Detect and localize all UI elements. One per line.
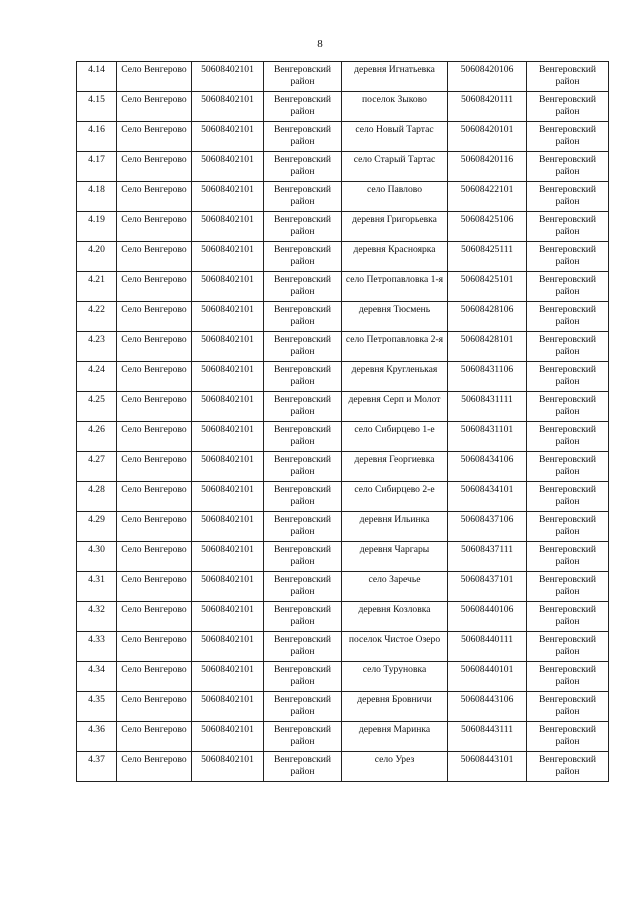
locality-district-cell: Венгеровский район	[527, 452, 609, 482]
settlement-district-cell: Венгеровский район	[264, 332, 342, 362]
locality-oktmo-cell: 50608434101	[448, 482, 527, 512]
row-number-cell: 4.37	[77, 752, 117, 782]
settlement-name-cell: Село Венгерово	[117, 662, 192, 692]
locality-oktmo-cell: 50608431111	[448, 392, 527, 422]
settlement-district-cell: Венгеровский район	[264, 152, 342, 182]
locality-district-cell: Венгеровский район	[527, 272, 609, 302]
locality-district-cell: Венгеровский район	[527, 122, 609, 152]
settlement-oktmo-cell: 50608402101	[192, 512, 264, 542]
locality-district-cell: Венгеровский район	[527, 302, 609, 332]
row-number-cell: 4.29	[77, 512, 117, 542]
locality-name-cell: деревня Бровничи	[342, 692, 448, 722]
settlement-name-cell: Село Венгерово	[117, 122, 192, 152]
settlement-oktmo-cell: 50608402101	[192, 722, 264, 752]
settlement-district-cell: Венгеровский район	[264, 92, 342, 122]
table-row	[77, 182, 609, 212]
table-row	[77, 662, 609, 692]
settlement-name-cell: Село Венгерово	[117, 332, 192, 362]
settlement-district-cell: Венгеровский район	[264, 572, 342, 602]
locality-district-cell: Венгеровский район	[527, 92, 609, 122]
locality-name-cell: деревня Козловка	[342, 602, 448, 632]
settlement-oktmo-cell: 50608402101	[192, 122, 264, 152]
locality-name-cell: деревня Красноярка	[342, 242, 448, 272]
locality-oktmo-cell: 50608437111	[448, 542, 527, 572]
settlement-name-cell: Село Венгерово	[117, 392, 192, 422]
settlement-oktmo-cell: 50608402101	[192, 332, 264, 362]
settlements-table	[76, 61, 609, 782]
table-row	[77, 332, 609, 362]
settlement-oktmo-cell: 50608402101	[192, 572, 264, 602]
row-number-cell: 4.19	[77, 212, 117, 242]
locality-name-cell: деревня Маринка	[342, 722, 448, 752]
locality-oktmo-cell: 50608420106	[448, 62, 527, 92]
row-number-cell: 4.27	[77, 452, 117, 482]
table-row	[77, 272, 609, 302]
locality-district-cell: Венгеровский район	[527, 422, 609, 452]
locality-oktmo-cell: 50608443101	[448, 752, 527, 782]
row-number-cell: 4.23	[77, 332, 117, 362]
locality-district-cell: Венгеровский район	[527, 362, 609, 392]
table-row	[77, 392, 609, 422]
locality-name-cell: деревня Георгиевка	[342, 452, 448, 482]
row-number-cell: 4.35	[77, 692, 117, 722]
settlement-name-cell: Село Венгерово	[117, 182, 192, 212]
locality-name-cell: село Старый Тартас	[342, 152, 448, 182]
locality-name-cell: село Петропавловка 1-я	[342, 272, 448, 302]
settlement-name-cell: Село Венгерово	[117, 572, 192, 602]
locality-name-cell: деревня Тюсмень	[342, 302, 448, 332]
locality-district-cell: Венгеровский район	[527, 332, 609, 362]
settlement-district-cell: Венгеровский район	[264, 722, 342, 752]
row-number-cell: 4.34	[77, 662, 117, 692]
row-number-cell: 4.31	[77, 572, 117, 602]
settlement-name-cell: Село Венгерово	[117, 362, 192, 392]
locality-name-cell: село Урез	[342, 752, 448, 782]
settlement-name-cell: Село Венгерово	[117, 602, 192, 632]
settlement-district-cell: Венгеровский район	[264, 272, 342, 302]
settlement-oktmo-cell: 50608402101	[192, 62, 264, 92]
locality-name-cell: село Сибирцево 1-е	[342, 422, 448, 452]
settlement-district-cell: Венгеровский район	[264, 122, 342, 152]
settlement-name-cell: Село Венгерово	[117, 632, 192, 662]
page-number: 8	[317, 38, 323, 50]
locality-oktmo-cell: 50608425106	[448, 212, 527, 242]
settlement-name-cell: Село Венгерово	[117, 92, 192, 122]
table-row	[77, 62, 609, 92]
settlement-name-cell: Село Венгерово	[117, 452, 192, 482]
settlement-district-cell: Венгеровский район	[264, 422, 342, 452]
locality-district-cell: Венгеровский район	[527, 62, 609, 92]
locality-name-cell: поселок Чистое Озеро	[342, 632, 448, 662]
table-row	[77, 242, 609, 272]
settlement-name-cell: Село Венгерово	[117, 242, 192, 272]
locality-oktmo-cell: 50608434106	[448, 452, 527, 482]
settlement-oktmo-cell: 50608402101	[192, 302, 264, 332]
settlement-district-cell: Венгеровский район	[264, 602, 342, 632]
settlement-oktmo-cell: 50608402101	[192, 212, 264, 242]
settlement-oktmo-cell: 50608402101	[192, 692, 264, 722]
row-number-cell: 4.30	[77, 542, 117, 572]
locality-name-cell: деревня Григорьевка	[342, 212, 448, 242]
settlement-district-cell: Венгеровский район	[264, 692, 342, 722]
settlement-district-cell: Венгеровский район	[264, 362, 342, 392]
settlement-name-cell: Село Венгерово	[117, 62, 192, 92]
settlement-oktmo-cell: 50608402101	[192, 92, 264, 122]
table-row	[77, 362, 609, 392]
row-number-cell: 4.26	[77, 422, 117, 452]
settlement-oktmo-cell: 50608402101	[192, 752, 264, 782]
settlement-district-cell: Венгеровский район	[264, 482, 342, 512]
locality-name-cell: деревня Чаргары	[342, 542, 448, 572]
locality-name-cell: село Заречье	[342, 572, 448, 602]
locality-oktmo-cell: 50608428106	[448, 302, 527, 332]
locality-district-cell: Венгеровский район	[527, 212, 609, 242]
table-row	[77, 92, 609, 122]
row-number-cell: 4.14	[77, 62, 117, 92]
settlement-district-cell: Венгеровский район	[264, 212, 342, 242]
table-row	[77, 122, 609, 152]
table-row	[77, 752, 609, 782]
settlement-oktmo-cell: 50608402101	[192, 152, 264, 182]
row-number-cell: 4.22	[77, 302, 117, 332]
table-row	[77, 632, 609, 662]
table-row	[77, 602, 609, 632]
settlement-name-cell: Село Венгерово	[117, 692, 192, 722]
settlement-oktmo-cell: 50608402101	[192, 392, 264, 422]
settlement-district-cell: Венгеровский район	[264, 512, 342, 542]
table-row	[77, 512, 609, 542]
table-row	[77, 452, 609, 482]
locality-district-cell: Венгеровский район	[527, 692, 609, 722]
settlement-oktmo-cell: 50608402101	[192, 662, 264, 692]
locality-name-cell: деревня Серп и Молот	[342, 392, 448, 422]
locality-oktmo-cell: 50608440111	[448, 632, 527, 662]
table-row	[77, 422, 609, 452]
locality-name-cell: поселок Зыково	[342, 92, 448, 122]
settlement-district-cell: Венгеровский район	[264, 662, 342, 692]
locality-oktmo-cell: 50608420116	[448, 152, 527, 182]
locality-district-cell: Венгеровский район	[527, 152, 609, 182]
locality-oktmo-cell: 50608431106	[448, 362, 527, 392]
table-row	[77, 542, 609, 572]
settlement-name-cell: Село Венгерово	[117, 482, 192, 512]
settlement-name-cell: Село Венгерово	[117, 212, 192, 242]
locality-district-cell: Венгеровский район	[527, 482, 609, 512]
locality-district-cell: Венгеровский район	[527, 512, 609, 542]
settlement-name-cell: Село Венгерово	[117, 272, 192, 302]
row-number-cell: 4.15	[77, 92, 117, 122]
settlement-oktmo-cell: 50608402101	[192, 632, 264, 662]
settlement-oktmo-cell: 50608402101	[192, 242, 264, 272]
settlement-name-cell: Село Венгерово	[117, 752, 192, 782]
settlement-district-cell: Венгеровский район	[264, 632, 342, 662]
table-row	[77, 692, 609, 722]
settlement-district-cell: Венгеровский район	[264, 752, 342, 782]
table-row	[77, 722, 609, 752]
locality-oktmo-cell: 50608425101	[448, 272, 527, 302]
row-number-cell: 4.36	[77, 722, 117, 752]
settlement-oktmo-cell: 50608402101	[192, 422, 264, 452]
locality-oktmo-cell: 50608437101	[448, 572, 527, 602]
row-number-cell: 4.21	[77, 272, 117, 302]
row-number-cell: 4.20	[77, 242, 117, 272]
locality-district-cell: Венгеровский район	[527, 542, 609, 572]
row-number-cell: 4.17	[77, 152, 117, 182]
settlement-name-cell: Село Венгерово	[117, 152, 192, 182]
settlement-name-cell: Село Венгерово	[117, 512, 192, 542]
settlement-district-cell: Венгеровский район	[264, 242, 342, 272]
locality-oktmo-cell: 50608443111	[448, 722, 527, 752]
table-row	[77, 572, 609, 602]
row-number-cell: 4.16	[77, 122, 117, 152]
locality-oktmo-cell: 50608443106	[448, 692, 527, 722]
locality-name-cell: село Новый Тартас	[342, 122, 448, 152]
settlement-district-cell: Венгеровский район	[264, 392, 342, 422]
locality-oktmo-cell: 50608440101	[448, 662, 527, 692]
settlement-name-cell: Село Венгерово	[117, 302, 192, 332]
settlement-oktmo-cell: 50608402101	[192, 602, 264, 632]
locality-name-cell: деревня Игнатьевка	[342, 62, 448, 92]
locality-district-cell: Венгеровский район	[527, 182, 609, 212]
settlement-district-cell: Венгеровский район	[264, 62, 342, 92]
settlement-district-cell: Венгеровский район	[264, 452, 342, 482]
table-row	[77, 302, 609, 332]
locality-district-cell: Венгеровский район	[527, 242, 609, 272]
row-number-cell: 4.28	[77, 482, 117, 512]
table-row	[77, 152, 609, 182]
locality-name-cell: село Сибирцево 2-е	[342, 482, 448, 512]
locality-oktmo-cell: 50608425111	[448, 242, 527, 272]
locality-oktmo-cell: 50608420101	[448, 122, 527, 152]
settlement-name-cell: Село Венгерово	[117, 542, 192, 572]
locality-oktmo-cell: 50608440106	[448, 602, 527, 632]
table-body	[77, 62, 609, 782]
table-row	[77, 212, 609, 242]
row-number-cell: 4.32	[77, 602, 117, 632]
locality-district-cell: Венгеровский район	[527, 572, 609, 602]
locality-district-cell: Венгеровский район	[527, 392, 609, 422]
locality-name-cell: деревня Кругленькая	[342, 362, 448, 392]
row-number-cell: 4.24	[77, 362, 117, 392]
settlement-name-cell: Село Венгерово	[117, 422, 192, 452]
locality-oktmo-cell: 50608431101	[448, 422, 527, 452]
settlement-district-cell: Венгеровский район	[264, 182, 342, 212]
settlement-name-cell: Село Венгерово	[117, 722, 192, 752]
row-number-cell: 4.33	[77, 632, 117, 662]
row-number-cell: 4.25	[77, 392, 117, 422]
settlement-oktmo-cell: 50608402101	[192, 452, 264, 482]
locality-name-cell: деревня Ильинка	[342, 512, 448, 542]
locality-district-cell: Венгеровский район	[527, 662, 609, 692]
locality-name-cell: село Петропавловка 2-я	[342, 332, 448, 362]
settlement-district-cell: Венгеровский район	[264, 542, 342, 572]
settlement-oktmo-cell: 50608402101	[192, 272, 264, 302]
settlement-district-cell: Венгеровский район	[264, 302, 342, 332]
locality-oktmo-cell: 50608420111	[448, 92, 527, 122]
locality-oktmo-cell: 50608428101	[448, 332, 527, 362]
locality-oktmo-cell: 50608437106	[448, 512, 527, 542]
settlement-oktmo-cell: 50608402101	[192, 542, 264, 572]
locality-name-cell: село Туруновка	[342, 662, 448, 692]
locality-district-cell: Венгеровский район	[527, 632, 609, 662]
settlement-oktmo-cell: 50608402101	[192, 182, 264, 212]
locality-district-cell: Венгеровский район	[527, 722, 609, 752]
settlement-oktmo-cell: 50608402101	[192, 362, 264, 392]
locality-name-cell: село Павлово	[342, 182, 448, 212]
locality-district-cell: Венгеровский район	[527, 752, 609, 782]
table-row	[77, 482, 609, 512]
locality-oktmo-cell: 50608422101	[448, 182, 527, 212]
row-number-cell: 4.18	[77, 182, 117, 212]
locality-district-cell: Венгеровский район	[527, 602, 609, 632]
settlement-oktmo-cell: 50608402101	[192, 482, 264, 512]
